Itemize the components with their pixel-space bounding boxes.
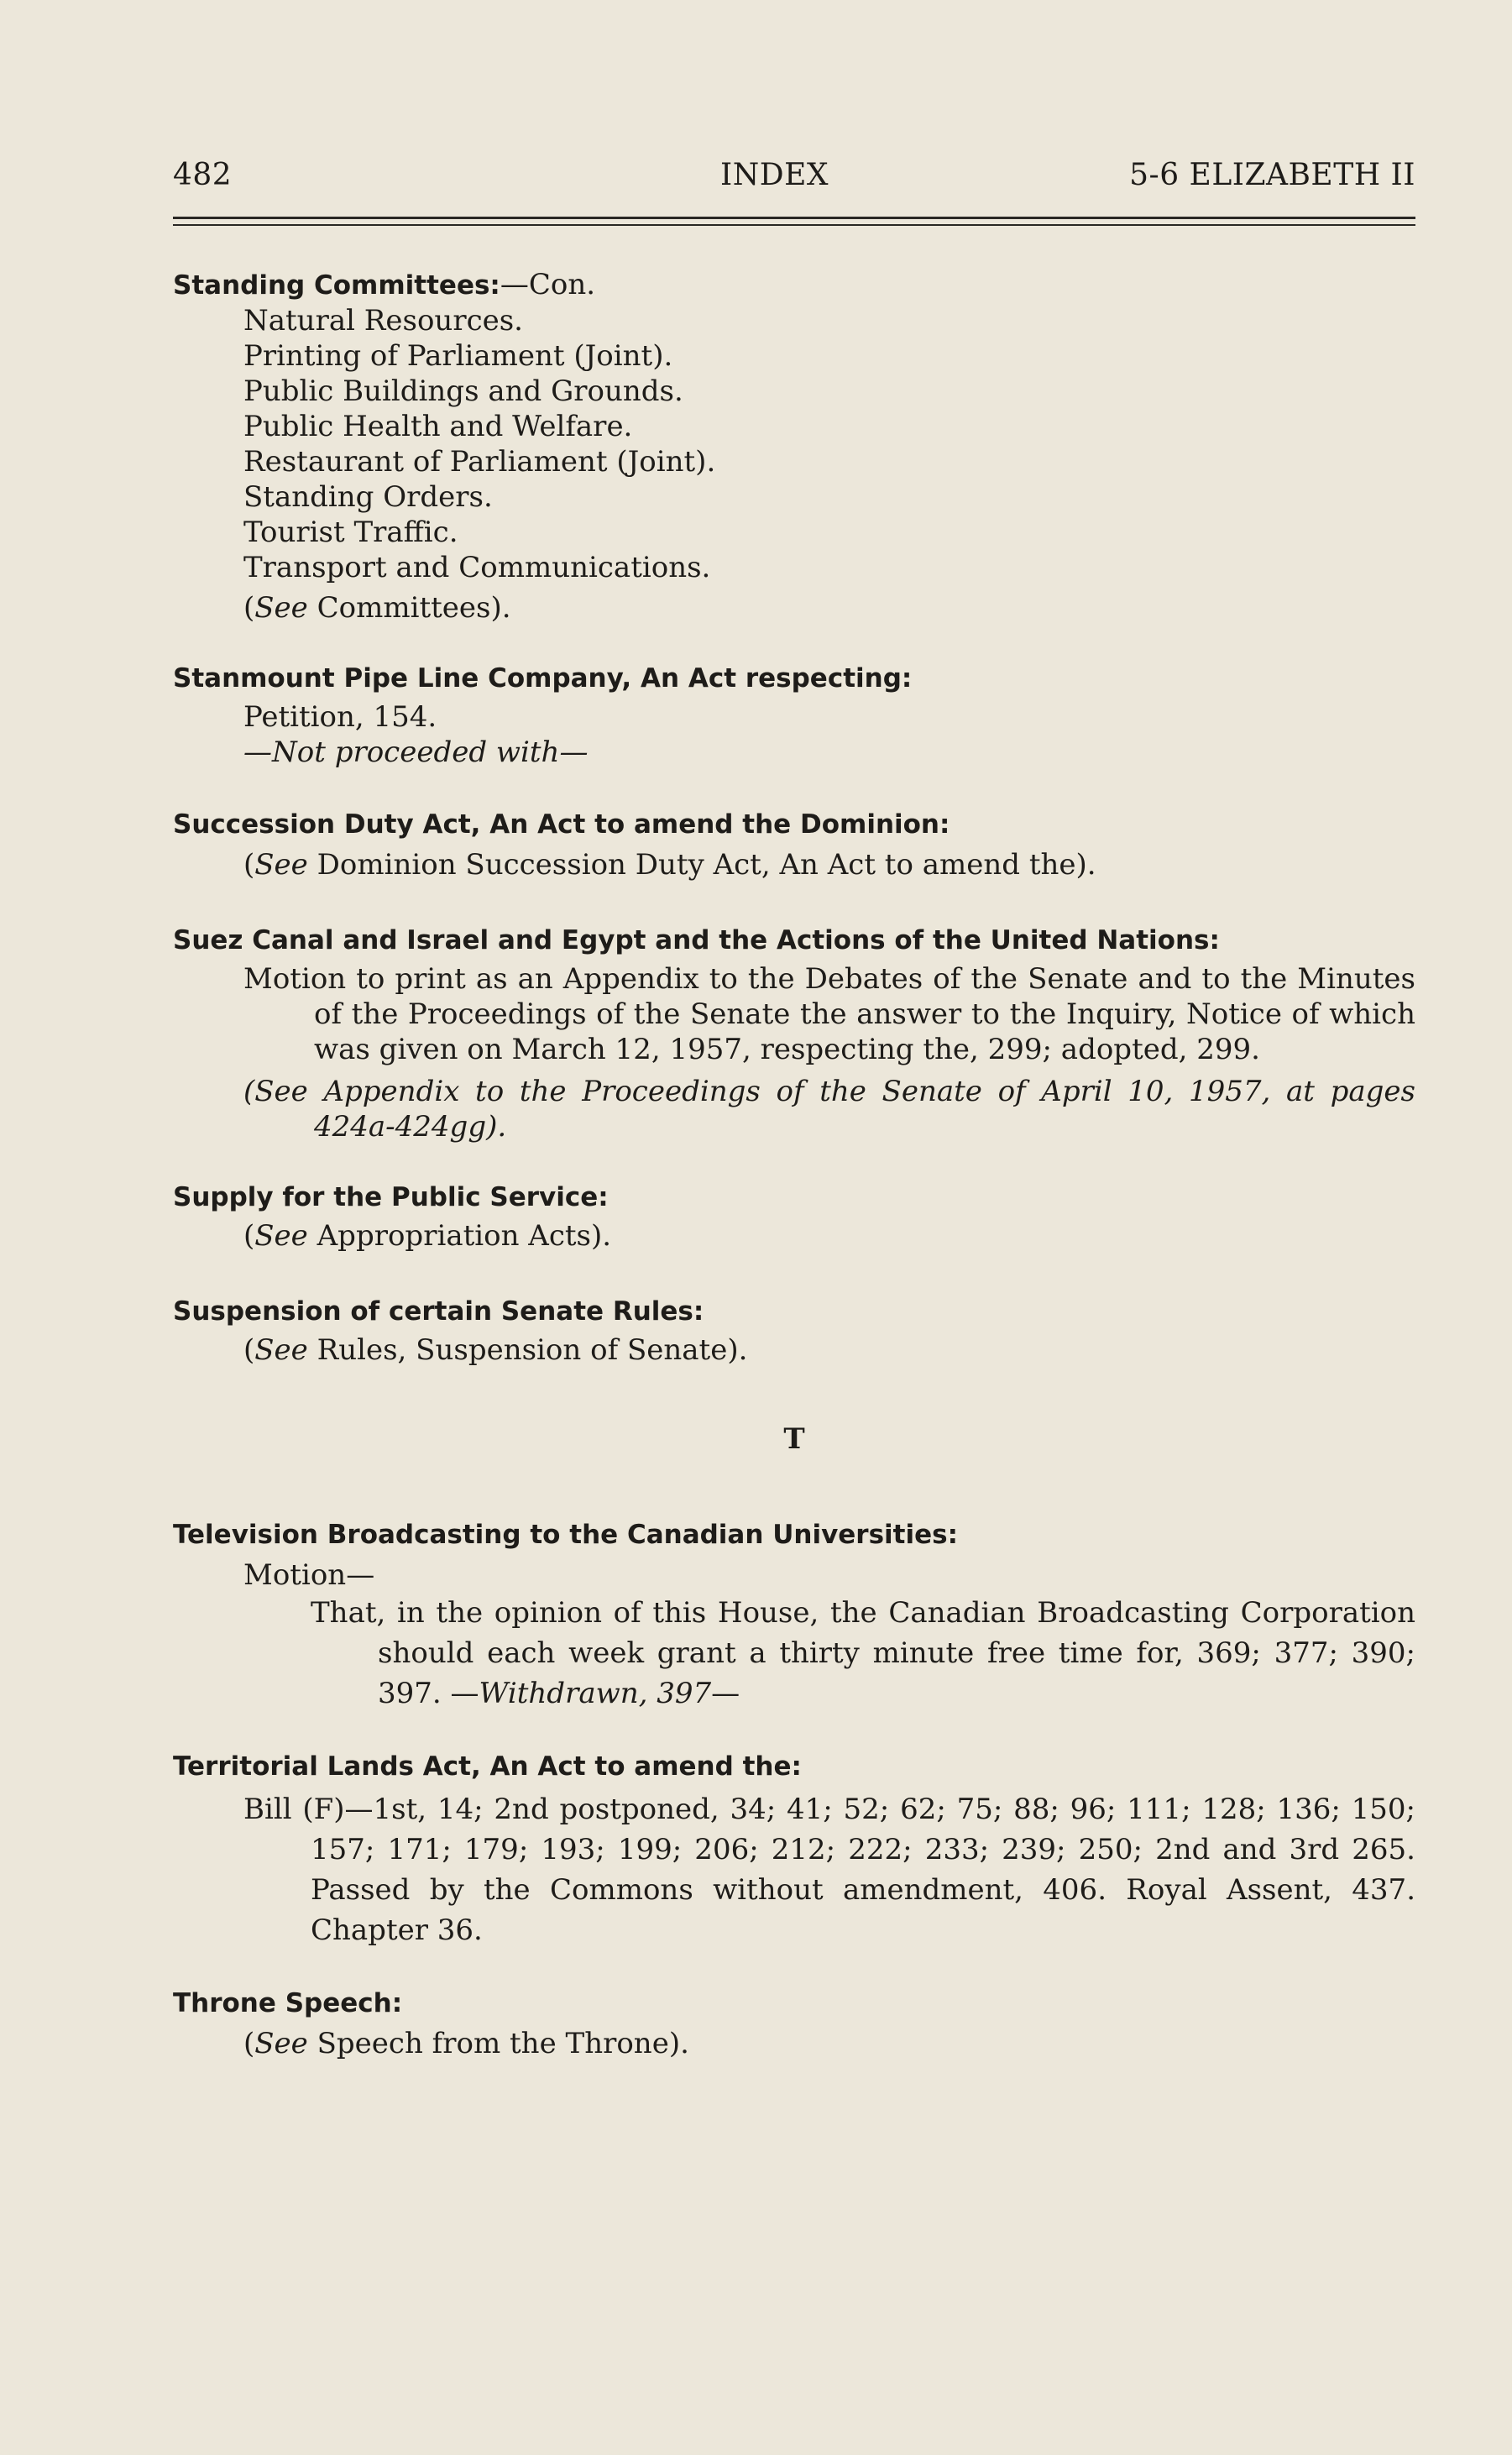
header-rule-bottom [173, 224, 1415, 226]
running-header [173, 158, 1415, 200]
index-entries [173, 267, 1415, 2061]
entry-heading: Stanmount Pipe Line Company, An Act respecting: [173, 663, 913, 694]
entry-heading: Territorial Lands Act, An Act to amend the: [173, 1751, 802, 1782]
entry-line: (See Appropriation Acts). [243, 1219, 612, 1253]
entry-line: Standing Orders. [243, 480, 493, 514]
entry-line: (See Rules, Suspension of Senate). [243, 1333, 748, 1367]
entry-line: Natural Resources. [243, 304, 523, 338]
volume-title: 5-6 ELIZABETH II [1129, 158, 1415, 192]
index-entry [173, 1294, 1415, 1368]
entry-line: (See Speech from the Throne). [243, 2027, 689, 2060]
entry-heading: Standing Committees:—Con. [173, 268, 596, 301]
entry-line: —Not proceeded with— [243, 735, 589, 769]
header-rule-top [173, 217, 1415, 219]
entry-paragraph: That, in the opinion of this House, the Canadian Broadcasting Corporation should each week grant a thirty minute free time for, 369; 377; 390; 397. —Withdrawn, 397— [311, 1596, 1415, 1710]
entry-heading: Supply for the Public Service: [173, 1182, 609, 1212]
index-entry [173, 1517, 1415, 1714]
index-entry [173, 1749, 1415, 1950]
entry-line: Transport and Communications. [243, 551, 711, 584]
page-number: 482 [173, 158, 233, 192]
entry-heading: Succession Duty Act, An Act to amend the Dominion: [173, 809, 950, 840]
entry-line: Petition, 154. [243, 700, 437, 734]
entry-line: (See Dominion Succession Duty Act, An Act to amend the). [243, 848, 1096, 882]
entry-heading: Suez Canal and Israel and Egypt and the Actions of the United Nations: [173, 925, 1220, 955]
entry-paragraph: Motion to print as an Appendix to the Debates of the Senate and to the Minutes of the Proceedings of the Senate the answer to the Inquiry, Notice of which was given on March 12, 1957, respecting the, 299; adopted, 299. [243, 962, 1415, 1066]
section-letter: T [783, 1422, 805, 1456]
entry-line: Public Health and Welfare. [243, 410, 633, 443]
entry-paragraph: (See Appendix to the Proceedings of the Senate of April 10, 1957, at pages 424a-424gg). [243, 1075, 1415, 1144]
index-entry [173, 267, 1415, 626]
entry-line: (See Committees). [243, 591, 511, 625]
index-entry [173, 1986, 1415, 2061]
index-entry [173, 807, 1415, 882]
index-entry [173, 1180, 1415, 1254]
entry-line: Motion— [243, 1558, 375, 1592]
entry-line: Printing of Parliament (Joint). [243, 339, 673, 373]
entry-heading: Throne Speech: [173, 1988, 403, 2018]
index-entry [173, 923, 1415, 1144]
index-entry [173, 661, 1415, 770]
entry-line: Public Buildings and Grounds. [243, 374, 683, 408]
section-title: INDEX [720, 158, 829, 192]
entry-heading: Suspension of certain Senate Rules: [173, 1296, 704, 1327]
entry-heading: Television Broadcasting to the Canadian Universities: [173, 1520, 958, 1550]
entry-line: Restaurant of Parliament (Joint). [243, 445, 716, 479]
entry-line: Tourist Traffic. [243, 516, 458, 549]
entry-paragraph: Bill (F)—1st, 14; 2nd postponed, 34; 41; 52; 62; 75; 88; 96; 111; 128; 136; 150; 157; 171; 179; 193; 199; 206; 212; 222; 233; 239; 250; 2nd and 3rd 265. Passed by the Commons without amendment, 406. Royal Assent, 437. Chapter 36. [243, 1793, 1415, 1947]
